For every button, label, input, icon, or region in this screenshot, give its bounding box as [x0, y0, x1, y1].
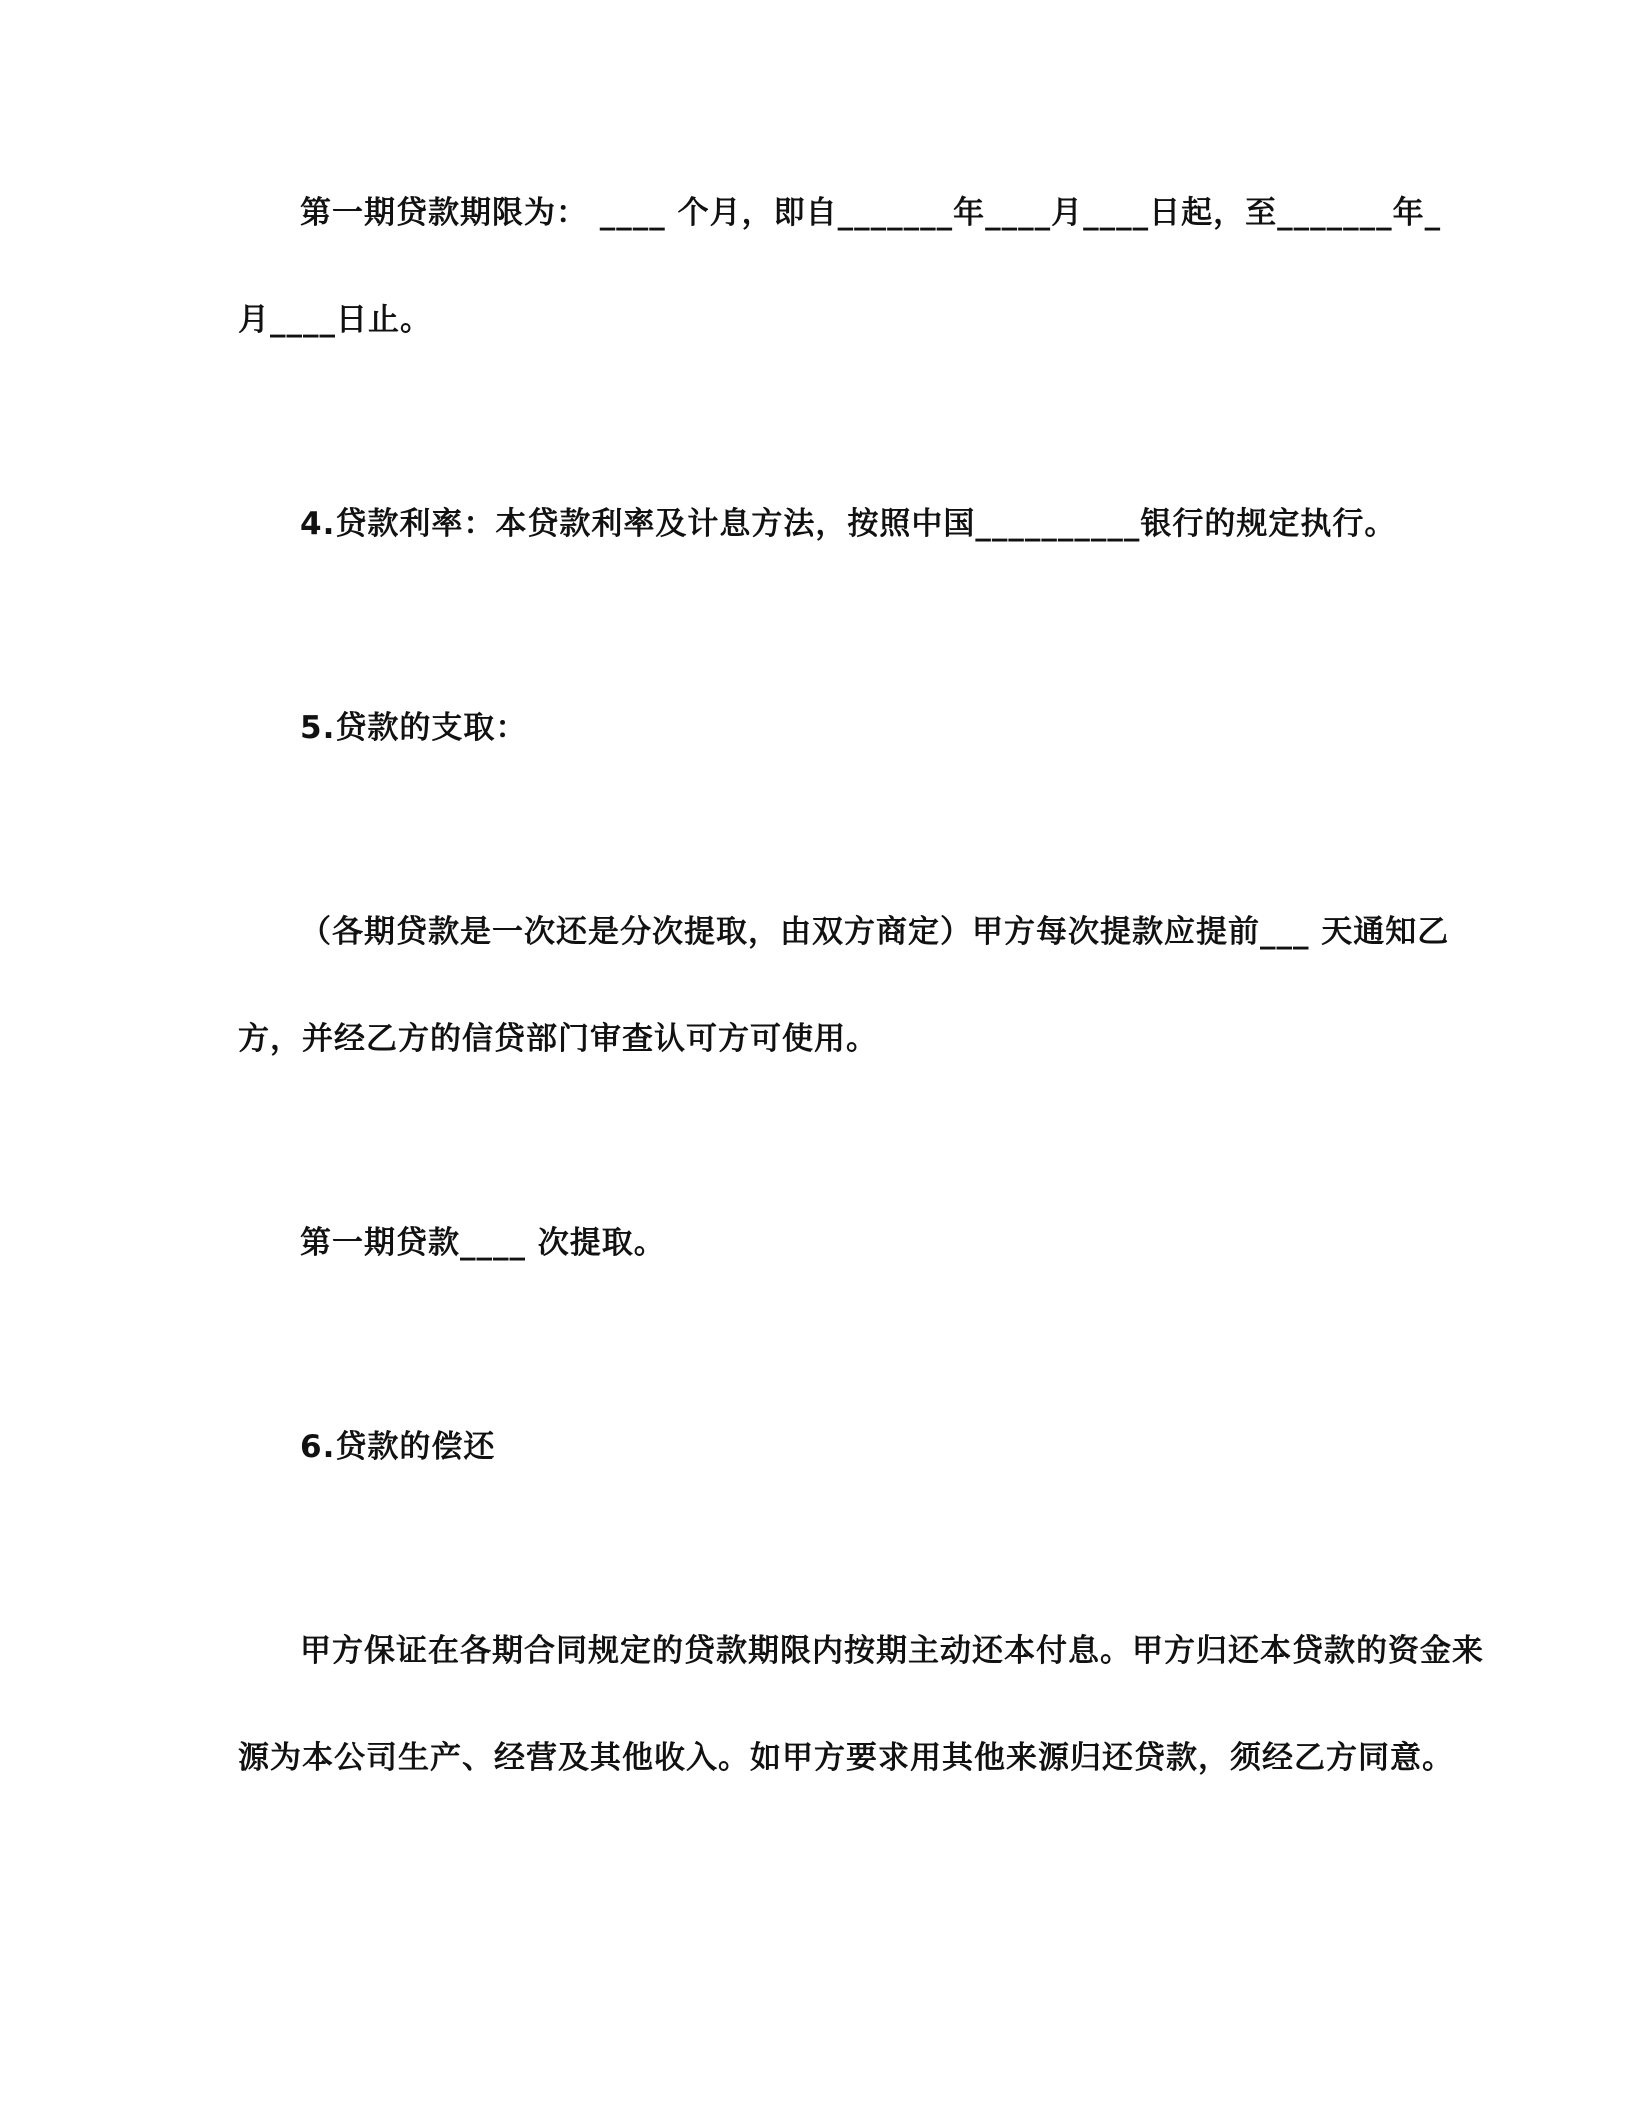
- paragraph-withdrawal-heading: [238, 675, 1512, 782]
- paragraph-line: 第一期贷款____ 次提取。: [300, 1225, 666, 1261]
- paragraph-loan-term: [238, 160, 1512, 374]
- paragraph-line: 甲方保证在各期合同规定的贷款期限内按期主动还本付息。甲方归还本贷款的资金来: [300, 1633, 1484, 1669]
- paragraph-repayment-heading: [238, 1394, 1512, 1501]
- paragraph-line: 4.贷款利率：本贷款利率及计息方法，按照中国__________银行的规定执行。: [300, 506, 1397, 542]
- paragraph-line: 第一期贷款期限为： ____ 个月，即自_______年____月____日起，至_______年_: [300, 195, 1442, 231]
- paragraph-line: （各期贷款是一次还是分次提取，由双方商定）甲方每次提款应提前___ 天通知乙: [300, 914, 1450, 950]
- paragraph-line: 5.贷款的支取：: [300, 710, 528, 746]
- paragraph-line: 源为本公司生产、经营及其他收入。如甲方要求用其他来源归还贷款，须经乙方同意。: [238, 1740, 1454, 1776]
- paragraph-line: 方，并经乙方的信贷部门审查认可方可使用。: [238, 1021, 878, 1057]
- paragraph-first-loan-withdrawal: [238, 1190, 1512, 1297]
- paragraph-interest-rate: [238, 471, 1512, 578]
- document-content: [238, 160, 1512, 1812]
- paragraph-line: 6.贷款的偿还: [300, 1429, 496, 1465]
- paragraph-withdrawal-terms: [238, 879, 1512, 1093]
- paragraph-line: 月____日止。: [238, 302, 432, 338]
- paragraph-repayment-terms: [238, 1598, 1512, 1812]
